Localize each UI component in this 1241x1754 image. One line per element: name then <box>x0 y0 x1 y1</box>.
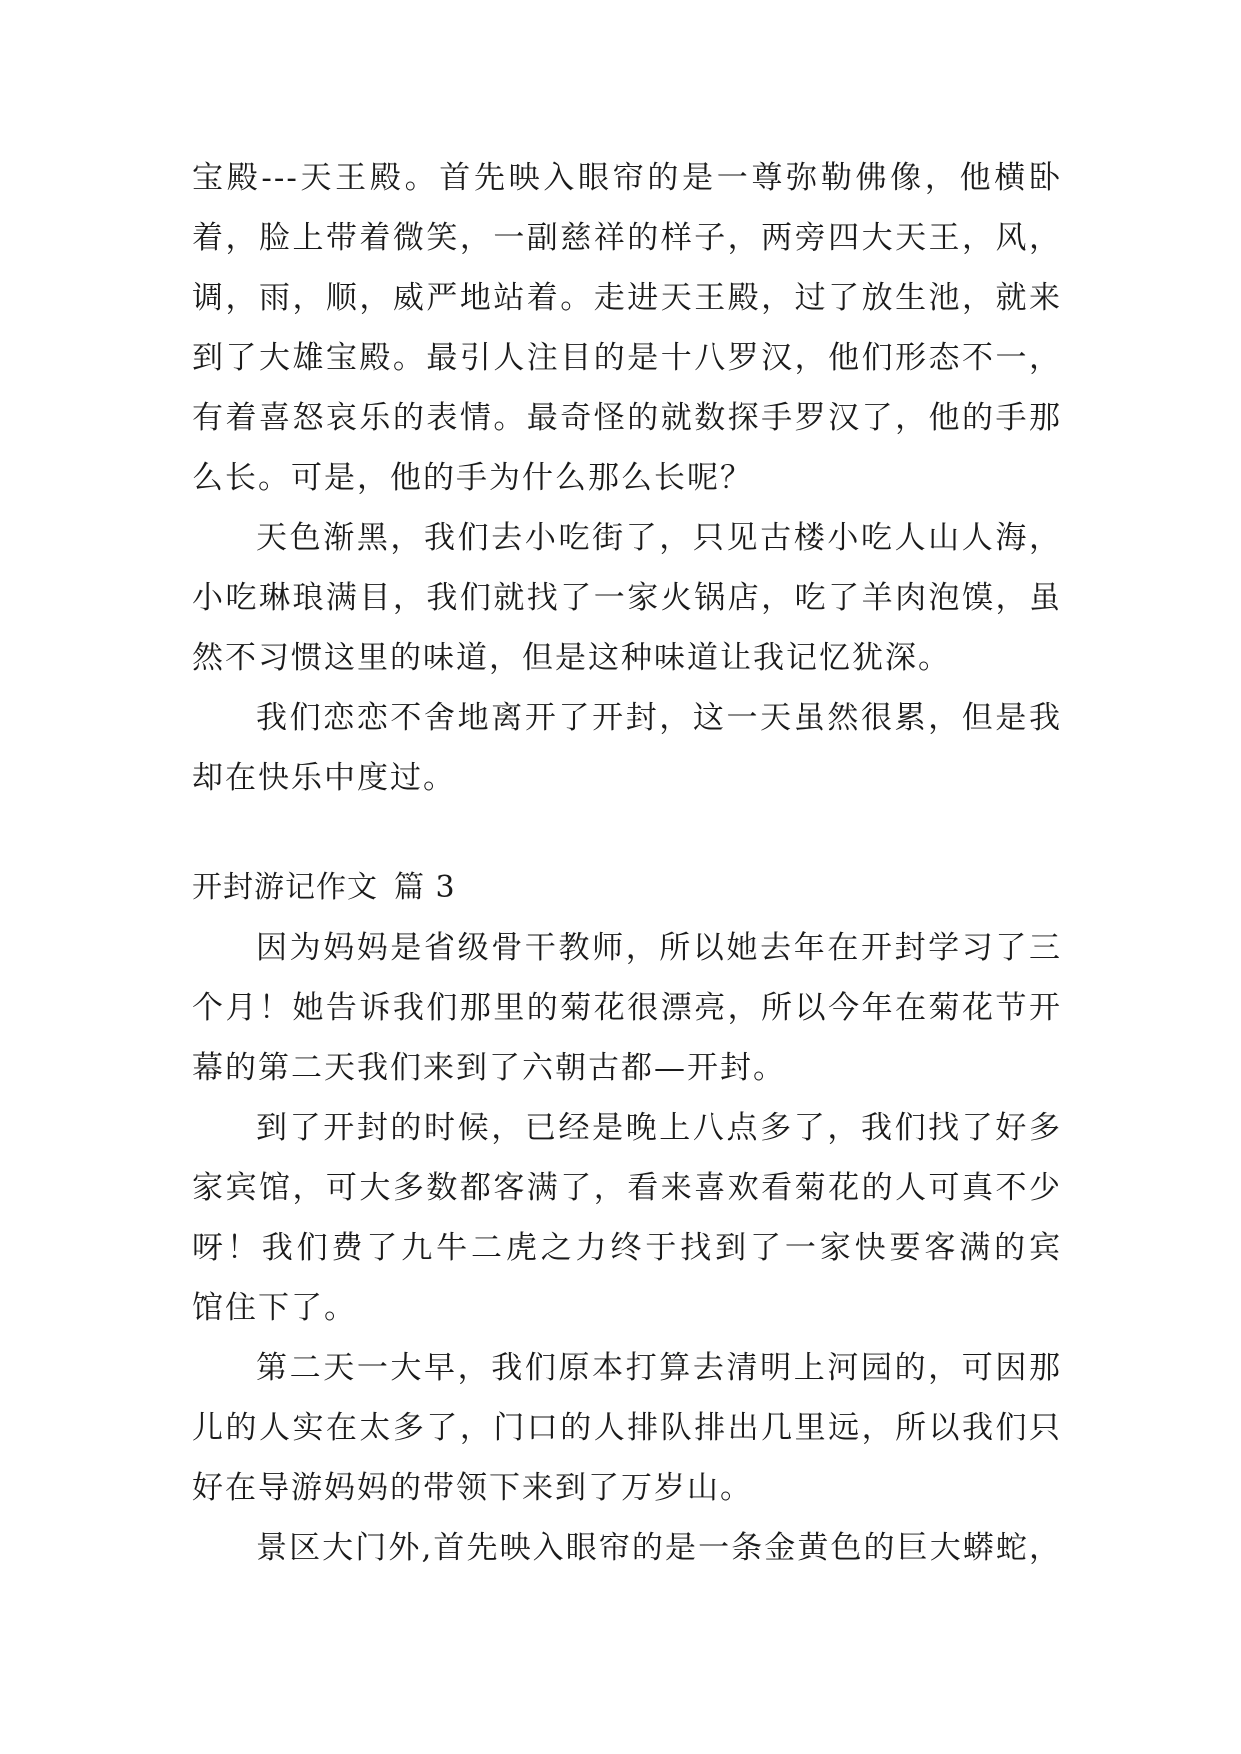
text-line: 好在导游妈妈的带领下来到了万岁山。 <box>192 1470 753 1506</box>
text-line: 景区大门外,首先映入眼帘的是一条金黄色的巨大蟒蛇， <box>256 1530 1062 1566</box>
paragraph-intro <box>192 918 1062 1098</box>
text-line: 宝殿---天王殿。首先映入眼帘的是一尊弥勒佛像，他横卧 <box>192 160 1062 196</box>
text-line: 到了大雄宝殿。最引人注目的是十八罗汉，他们形态不一， <box>192 340 1062 376</box>
paragraph-scenic-gate <box>192 1518 1062 1578</box>
paragraph-next-day <box>192 1338 1062 1518</box>
text-line: 因为妈妈是省级骨干教师，所以她去年在开封学习了三 <box>256 930 1062 966</box>
text-line: 个月！她告诉我们那里的菊花很漂亮，所以今年在菊花节开 <box>192 990 1062 1026</box>
text-line: 馆住下了。 <box>192 1290 357 1326</box>
text-line: 呀！我们费了九牛二虎之力终于找到了一家快要客满的宾 <box>192 1230 1062 1266</box>
heading-title: 开封游记作文 <box>192 870 378 905</box>
heading-part: 篇 3 <box>394 870 456 905</box>
text-line: 幕的第二天我们来到了六朝古都—开封。 <box>192 1050 786 1086</box>
text-line: 有着喜怒哀乐的表情。最奇怪的就数探手罗汉了，他的手那 <box>192 400 1062 436</box>
paragraph-snack-street <box>192 508 1062 688</box>
text-line: 我们恋恋不舍地离开了开封，这一天虽然很累，但是我 <box>256 700 1062 736</box>
section-heading <box>192 858 456 918</box>
text-line: 儿的人实在太多了，门口的人排队排出几里远，所以我们只 <box>192 1410 1062 1446</box>
text-line: 家宾馆，可大多数都客满了，看来喜欢看菊花的人可真不少 <box>192 1170 1062 1206</box>
text-line: 么长。可是，他的手为什么那么长呢？ <box>192 460 753 496</box>
text-line: 却在快乐中度过。 <box>192 760 456 796</box>
text-line: 到了开封的时候，已经是晚上八点多了，我们找了好多 <box>256 1110 1062 1146</box>
text-line: 调，雨，顺，威严地站着。走进天王殿，过了放生池，就来 <box>192 280 1062 316</box>
text-line: 小吃琳琅满目，我们就找了一家火锅店，吃了羊肉泡馍，虽 <box>192 580 1062 616</box>
text-line: 天色渐黑，我们去小吃街了，只见古楼小吃人山人海， <box>256 520 1062 556</box>
paragraph-departure <box>192 688 1062 808</box>
paragraph-hotel <box>192 1098 1062 1338</box>
paragraph-temple <box>192 148 1062 508</box>
text-line: 着，脸上带着微笑，一副慈祥的样子，两旁四大天王，风， <box>192 220 1062 256</box>
text-line: 然不习惯这里的味道，但是这种味道让我记忆犹深。 <box>192 640 951 676</box>
text-line: 第二天一大早，我们原本打算去清明上河园的，可因那 <box>256 1350 1062 1386</box>
